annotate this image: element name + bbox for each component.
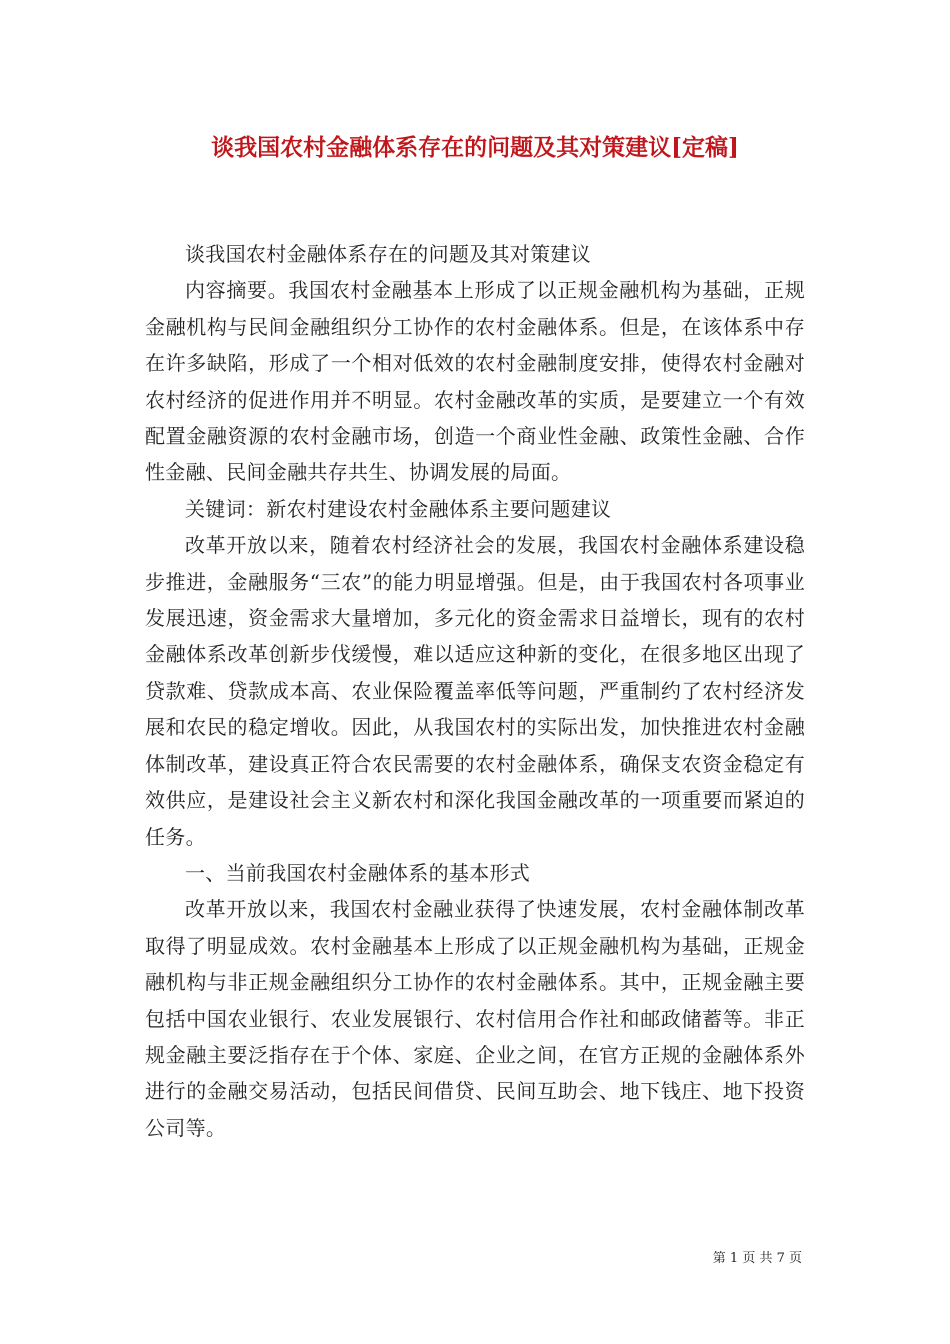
paragraph-subtitle: 谈我国农村金融体系存在的问题及其对策建议 [185,242,591,266]
paragraph-introduction: 改革开放以来，随着农村经济社会的发展，我国农村金融体系建设稳步推进，金融服务“三农”的能力明显增强。但是，由于我国农村各项事业发展迅速，资金需求大量增加，多元化的资金需求日益增长，现有的农村金融体系改革创新步伐缓慢，难以适应这种新的变化，在很多地区出现了贷款难、贷款成本高、农业保险覆盖率低等问题，严重制约了农村经济发展和农民的稳定增收。因此，从我国农村的实际出发，加快推进农村金融体制改革，建设真正符合农民需要的农村金融体系，确保支农资金稳定有效供应，是建设社会主义新农村和深化我国金融改革的一项重要而紧迫的任务。 [145,533,805,849]
paragraph-keywords: 关键词：新农村建设农村金融体系主要问题建议 [185,496,612,521]
section-heading-1: 一、当前我国农村金融体系的基本形式 [185,860,531,885]
paragraph-abstract: 内容摘要。我国农村金融基本上形成了以正规金融机构为基础，正规金融机构与民间金融组织分工协作的农村金融体系。但是，在该体系中存在许多缺陷，形成了一个相对低效的农村金融制度安排，使得农村金融对农村经济的促进作用并不明显。农村金融改革的实质，是要建立一个有效配置金融资源的农村金融市场，创造一个商业性金融、政策性金融、合作性金融、民间金融共存共生、协调发展的局面。 [145,278,805,485]
page-number-footer: 第 1 页 共 7 页 [712,1251,802,1266]
document-title: 谈我国农村金融体系存在的问题及其对策建议[定稿] [211,134,739,161]
document-body [145,236,805,1146]
paragraph-section-1: 改革开放以来，我国农村金融业获得了快速发展，农村金融体制改革取得了明显成效。农村金融基本上形成了以正规金融机构为基础，正规金融机构与非正规金融组织分工协作的农村金融体系。其中，正规金融主要包括中国农业银行、农业发展银行、农村信用合作社和邮政储蓄等。非正规金融主要泛指存在于个体、家庭、企业之间，在官方正规的金融体系外进行的金融交易活动，包括民间借贷、民间互助会、地下钱庄、地下投资公司等。 [145,897,805,1140]
